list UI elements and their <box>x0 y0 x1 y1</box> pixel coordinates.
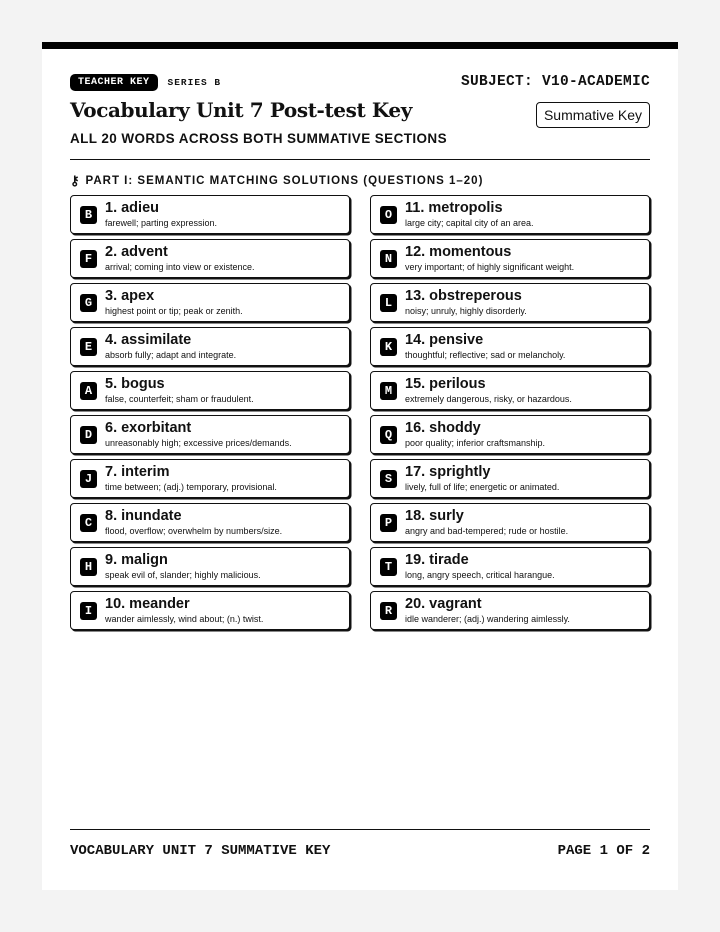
answer-letter-badge: S <box>380 470 397 488</box>
word-definition: arrival; coming into view or existence. <box>105 262 255 273</box>
word-definition: unreasonably high; excessive prices/demands. <box>105 438 292 449</box>
footer-title: VOCABULARY UNIT 7 SUMMATIVE KEY <box>70 843 331 859</box>
header-row <box>70 71 650 93</box>
answer-letter-badge: N <box>380 250 397 268</box>
word-definition: idle wanderer; (adj.) wandering aimlessly. <box>405 614 570 625</box>
footer-divider <box>70 829 650 830</box>
page-subtitle: ALL 20 WORDS ACROSS BOTH SUMMATIVE SECTIONS <box>70 131 447 146</box>
answer-text <box>405 333 565 361</box>
answer-letter-badge: D <box>80 426 97 444</box>
answer-letter-badge: A <box>80 382 97 400</box>
answer-card <box>370 591 650 630</box>
answer-card <box>370 239 650 278</box>
page-title: Vocabulary Unit 7 Post-test Key <box>70 98 412 122</box>
answer-card <box>370 283 650 322</box>
word-definition: large city; capital city of an area. <box>405 218 534 229</box>
vocabulary-word: 9. malign <box>105 551 168 568</box>
part-heading <box>70 173 483 189</box>
answer-letter-badge: B <box>80 206 97 224</box>
answer-text <box>105 245 255 273</box>
answer-card <box>370 459 650 498</box>
answer-text <box>405 597 570 625</box>
answer-letter-badge: I <box>80 602 97 620</box>
part-heading-label: PART I: SEMANTIC MATCHING SOLUTIONS (QUESTIONS 1–20) <box>85 175 484 187</box>
answer-text <box>405 245 574 273</box>
document-page <box>42 42 678 890</box>
vocabulary-word: 14. pensive <box>405 331 484 348</box>
vocabulary-word: 15. perilous <box>405 375 486 392</box>
answer-letter-badge: R <box>380 602 397 620</box>
vocabulary-word: 13. obstreperous <box>405 287 522 304</box>
summative-key-label: Summative Key <box>536 102 650 128</box>
answer-letter-badge: M <box>380 382 397 400</box>
teacher-key-badge: TEACHER KEY <box>70 74 158 91</box>
vocabulary-word: 17. sprightly <box>405 463 491 480</box>
answer-letter-badge: Q <box>380 426 397 444</box>
answer-letter-badge: H <box>80 558 97 576</box>
answer-card <box>370 195 650 234</box>
word-definition: angry and bad-tempered; rude or hostile. <box>405 526 569 537</box>
answer-text <box>105 289 243 317</box>
footer <box>70 843 650 859</box>
answer-letter-badge: T <box>380 558 397 576</box>
answer-letter-badge: E <box>80 338 97 356</box>
subject-label: SUBJECT: V10-ACADEMIC <box>460 74 650 90</box>
answer-card <box>70 283 350 322</box>
answer-text <box>105 201 217 229</box>
answer-card <box>370 415 650 454</box>
answer-text <box>405 421 545 449</box>
vocabulary-word: 19. tirade <box>405 551 469 568</box>
word-definition: lively, full of life; energetic or animated. <box>405 482 560 493</box>
word-definition: long, angry speech, critical harangue. <box>405 570 555 581</box>
answer-text <box>405 465 559 493</box>
word-definition: speak evil of, slander; highly malicious. <box>105 570 261 581</box>
answer-text <box>405 509 568 537</box>
vocabulary-word: 11. metropolis <box>405 199 503 216</box>
word-definition: poor quality; inferior craftsmanship. <box>405 438 546 449</box>
answer-letter-badge: G <box>80 294 97 312</box>
answer-text <box>405 553 555 581</box>
series-label: SERIES B <box>167 76 222 88</box>
word-definition: flood, overflow; overwhelm by numbers/size. <box>105 526 283 537</box>
answer-text <box>405 377 572 405</box>
word-definition: very important; of highly significant weight. <box>405 262 575 273</box>
answer-letter-badge: C <box>80 514 97 532</box>
answer-text <box>105 465 277 493</box>
answer-card <box>70 415 350 454</box>
vocabulary-word: 3. apex <box>105 287 155 304</box>
answer-letter-badge: P <box>380 514 397 532</box>
answer-card <box>70 459 350 498</box>
answer-letter-badge: K <box>380 338 397 356</box>
answer-card <box>70 503 350 542</box>
answer-card <box>370 371 650 410</box>
header-divider <box>70 159 650 160</box>
answer-card <box>370 327 650 366</box>
answer-card <box>70 327 350 366</box>
vocabulary-word: 16. shoddy <box>405 419 481 436</box>
word-definition: farewell; parting expression. <box>105 218 218 229</box>
answer-letter-badge: F <box>80 250 97 268</box>
word-definition: absorb fully; adapt and integrate. <box>105 350 237 361</box>
answer-text <box>105 597 263 625</box>
vocabulary-word: 20. vagrant <box>405 595 482 612</box>
answer-grid <box>70 195 650 630</box>
answer-letter-badge: L <box>380 294 397 312</box>
word-definition: false, counterfeit; sham or fraudulent. <box>105 394 254 405</box>
vocabulary-word: 10. meander <box>105 595 190 612</box>
answer-card <box>70 371 350 410</box>
vocabulary-word: 7. interim <box>105 463 170 480</box>
answer-text <box>405 289 527 317</box>
vocabulary-word: 1. adieu <box>105 199 159 216</box>
vocabulary-word: 18. surly <box>405 507 464 524</box>
answer-card <box>370 503 650 542</box>
word-definition: noisy; unruly, highly disorderly. <box>405 306 527 317</box>
answer-text <box>105 509 282 537</box>
answer-card <box>70 239 350 278</box>
word-definition: thoughtful; reflective; sad or melancholy. <box>405 350 566 361</box>
word-definition: time between; (adj.) temporary, provisional. <box>105 482 277 493</box>
answer-letter-badge: J <box>80 470 97 488</box>
word-definition: extremely dangerous, risky, or hazardous. <box>405 394 572 405</box>
answer-letter-badge: O <box>380 206 397 224</box>
answer-card <box>70 547 350 586</box>
page-number: PAGE 1 OF 2 <box>557 843 650 859</box>
header-left <box>70 74 221 91</box>
key-icon: ⚷ <box>70 173 81 188</box>
answer-text <box>105 333 236 361</box>
vocabulary-word: 8. inundate <box>105 507 182 524</box>
vocabulary-word: 5. bogus <box>105 375 165 392</box>
vocabulary-word: 12. momentous <box>405 243 512 260</box>
word-definition: highest point or tip; peak or zenith. <box>105 306 243 317</box>
answer-card <box>70 195 350 234</box>
word-definition: wander aimlessly, wind about; (n.) twist. <box>105 614 264 625</box>
vocabulary-word: 6. exorbitant <box>105 419 192 436</box>
answer-text <box>105 377 254 405</box>
answer-text <box>405 201 534 229</box>
answer-text <box>105 421 292 449</box>
answer-text <box>105 553 261 581</box>
answer-card <box>70 591 350 630</box>
vocabulary-word: 4. assimilate <box>105 331 192 348</box>
answer-card <box>370 547 650 586</box>
vocabulary-word: 2. advent <box>105 243 168 260</box>
